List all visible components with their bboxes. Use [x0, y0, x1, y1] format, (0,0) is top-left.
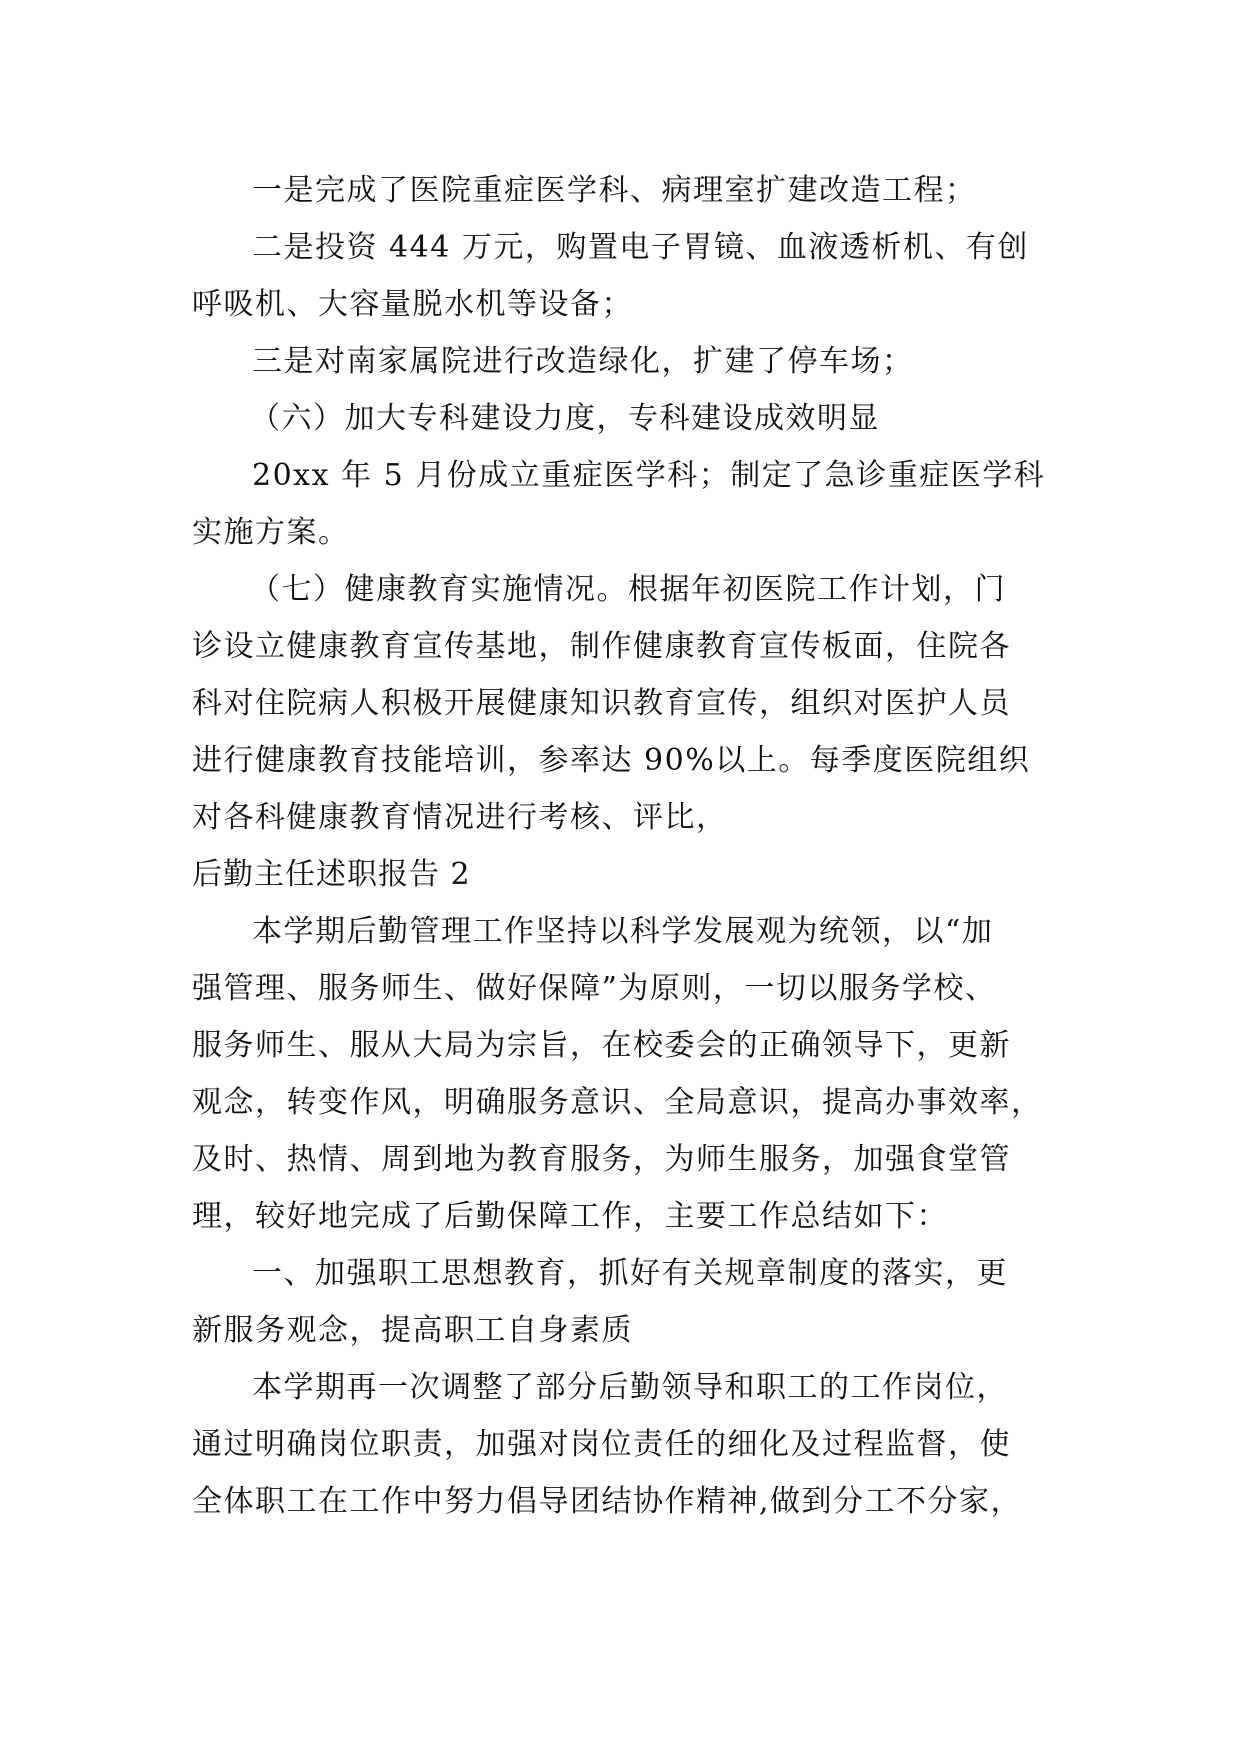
- text-line: 三是对南家属院进行改造绿化，扩建了停车场；: [252, 344, 914, 379]
- text-line: 及时、热情、周到地为教育服务，为师生服务，加强食堂管: [192, 1142, 1011, 1177]
- text-line: 服务师生、服从大局为宗旨，在校委会的正确领导下，更新: [192, 1028, 1011, 1063]
- text-line: （七）健康教育实施情况。根据年初医院工作计划，门: [250, 572, 1006, 607]
- text-line: 通过明确岗位职责，加强对岗位责任的细化及过程监督，使: [192, 1427, 1011, 1462]
- text-line: 科对住院病人积极开展健康知识教育宣传，组织对医护人员: [192, 686, 1011, 721]
- text-line: 对各科健康教育情况进行考核、评比，: [192, 800, 728, 835]
- text-line: 呼吸机、大容量脱水机等设备；: [192, 287, 633, 322]
- text-line: 进行健康教育技能培训，参率达 90%以上。每季度医院组织: [192, 743, 1031, 778]
- section-title: 后勤主任述职报告 2: [192, 857, 471, 892]
- subheading-line: （六）加大专科建设力度，专科建设成效明显: [250, 401, 880, 436]
- document-body: [192, 162, 1057, 1530]
- text-line: 本学期再一次调整了部分后勤领导和职工的工作岗位，: [252, 1370, 1008, 1405]
- text-line: 一是完成了医院重症医学科、病理室扩建改造工程；: [252, 173, 977, 208]
- text-line: 观念，转变作风，明确服务意识、全局意识，提高办事效率，: [192, 1085, 1043, 1120]
- text-line: 本学期后勤管理工作坚持以科学发展观为统领，以“加: [252, 914, 994, 949]
- text-line: 理，较好地完成了后勤保障工作，主要工作总结如下：: [192, 1199, 948, 1234]
- text-line: 诊设立健康教育宣传基地，制作健康教育宣传板面，住院各: [192, 629, 1011, 664]
- text-line: 强管理、服务师生、做好保障”为原则，一切以服务学校、: [192, 971, 997, 1006]
- text-line: 全体职工在工作中努力倡导团结协作精神,做到分工不分家，: [192, 1484, 1023, 1519]
- text-line: 二是投资 444 万元，购置电子胃镜、血液透析机、有创: [252, 230, 1029, 265]
- subheading-line: 一、加强职工思想教育，抓好有关规章制度的落实，更: [252, 1256, 1008, 1291]
- text-line: 实施方案。: [192, 515, 350, 550]
- subheading-line: 新服务观念，提高职工自身素质: [192, 1313, 633, 1348]
- text-line: 20xx 年 5 月份成立重症医学科；制定了急诊重症医学科: [252, 458, 1046, 493]
